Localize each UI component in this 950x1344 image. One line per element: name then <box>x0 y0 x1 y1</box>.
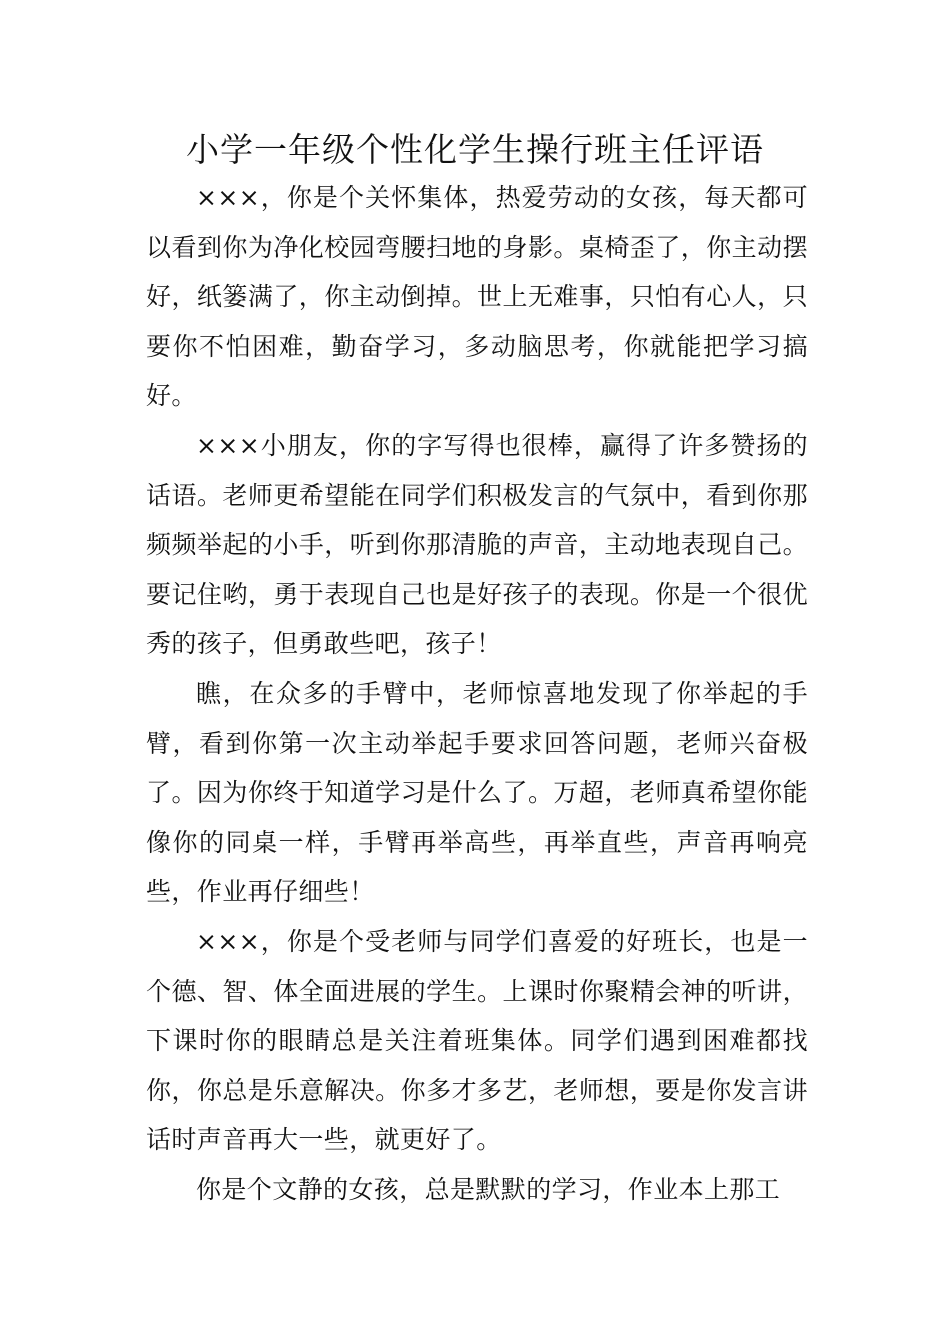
paragraph: ×××，你是个关怀集体，热爱劳动的女孩，每天都可以看到你为净化校园弯腰扫地的身影。桌椅歪了，你主动摆好，纸篓满了，你主动倒掉。世上无难事，只怕有心人，只要你不怕困难，勤奋学习，多动脑思考，你就能把学习搞好。 <box>146 183 808 411</box>
paragraph: ×××小朋友，你的字写得也很棒，赢得了许多赞扬的话语。老师更希望能在同学们积极发言的气氛中，看到你那频频举起的小手，听到你那清脆的声音，主动地表现自己。要记住哟，勇于表现自己也是好孩子的表现。你是一个很优秀的孩子，但勇敢些吧，孩子！ <box>146 430 808 659</box>
paragraph: 你是个文静的女孩，总是默默的学习，作业本上那工 <box>196 1174 781 1204</box>
document-body <box>146 173 808 1214</box>
paragraph: ×××，你是个受老师与同学们喜爱的好班长，也是一个德、智、体全面进展的学生。上课时你聚精会神的听讲，下课时你的眼睛总是关注着班集体。同学们遇到困难都找你，你总是乐意解决。你多才多艺，老师想，要是你发言讲话时声音再大一些，就更好了。 <box>146 926 808 1155</box>
paragraph: 瞧，在众多的手臂中，老师惊喜地发现了你举起的手臂，看到你第一次主动举起手要求回答问题，老师兴奋极了。因为你终于知道学习是什么了。万超，老师真希望你能像你的同桌一样，手臂再举高些，再举直些，声音再响亮些，作业再仔细些！ <box>146 678 808 907</box>
document-title: 小学一年级个性化学生操行班主任评语 <box>186 130 764 169</box>
